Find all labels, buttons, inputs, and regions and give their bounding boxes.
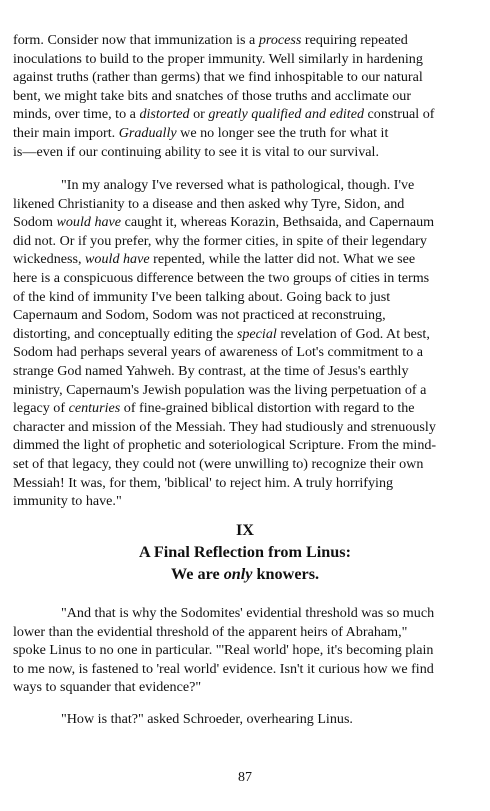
text-line (13, 418, 477, 437)
text-line (13, 31, 477, 50)
text-line (13, 381, 477, 400)
italic-run: special (236, 325, 277, 342)
text-line (13, 143, 477, 162)
text-run: "And that is why the Sodomites' evidential threshold was so much (61, 605, 435, 621)
text-run: likened Christianity to a disease and then asked why Tyre, Sidon, and (13, 195, 405, 212)
italic-run: distorted (139, 106, 190, 123)
text-run: caught it, whereas Korazin, Bethsaida, and Capernaum (121, 214, 435, 231)
paragraph-3 (13, 604, 477, 697)
text-line (13, 87, 477, 106)
text-run: spoke Linus to no one in particular. "'Real world' hope, it's becoming plain (13, 642, 434, 659)
text-run: inoculations to build to the proper immunity. Well similarly in hardening (13, 50, 423, 67)
text-run: of the kind of immunity I've been talking about. Going back to just (13, 288, 391, 305)
text-line (13, 50, 477, 69)
text-run: dimmed the light of prophetic and soteriological Scripture. From the mind- (13, 437, 437, 454)
text-line (13, 604, 477, 623)
text-run: strange God named Yahweh. By contrast, at the time of Jesus's earthly (13, 362, 409, 379)
text-run: here is a conspicuous difference between the two groups of cities in terms (13, 269, 430, 286)
text-run: repented, while the latter did not. What we see (149, 251, 416, 268)
page-number: 87 (238, 770, 252, 785)
text-run: form. Consider now that immunization is a (13, 32, 259, 48)
text-run: or (189, 106, 209, 123)
italic-run: process (258, 32, 302, 48)
text-line (13, 343, 477, 362)
text-run: lower than the evidential threshold of the apparent heirs of Abraham," (13, 623, 408, 640)
text-line (13, 325, 477, 344)
italic-run: only (223, 565, 253, 583)
text-run: we no longer see the truth for what it (176, 124, 389, 141)
italic-run: would have (85, 251, 150, 268)
text-run: We are (170, 565, 224, 583)
text-line (13, 623, 477, 642)
paragraph-1 (13, 31, 477, 161)
text-run: immunity to have." (13, 493, 122, 510)
section-subtitle (0, 564, 490, 585)
text-run: character and mission of the Messiah. They had studiously and strenuously (13, 418, 436, 435)
text-line (13, 232, 477, 251)
section-number: IX (236, 521, 254, 539)
text-line (13, 399, 477, 418)
text-line (13, 269, 477, 288)
text-line (13, 250, 477, 269)
italic-run: Gradually (118, 124, 177, 141)
text-run: Messiah! It was, for them, 'biblical' to reject him. A truly horrifying (13, 474, 394, 491)
text-line (13, 492, 477, 511)
paragraph-4 (13, 710, 477, 729)
text-run: minds, over time, to a (13, 106, 140, 123)
text-run: "How is that?" asked Schroeder, overhearing Linus. (61, 711, 353, 727)
text-run: legacy of (13, 400, 69, 417)
text-line (13, 641, 477, 660)
text-line (13, 288, 477, 307)
text-line (13, 105, 477, 124)
text-line (13, 176, 477, 195)
text-line (13, 710, 477, 729)
italic-run: centuries (68, 400, 121, 417)
text-run: of fine-grained biblical distortion with regard to the (120, 400, 415, 417)
text-line (13, 474, 477, 493)
text-run: revelation of God. At best, (276, 325, 430, 342)
text-line (13, 68, 477, 87)
text-run: ways to squander that evidence?" (13, 679, 202, 696)
text-line (13, 362, 477, 381)
text-run: knowers. (252, 565, 320, 583)
text-line (13, 124, 477, 143)
text-line (13, 678, 477, 697)
text-line (13, 455, 477, 474)
text-run: against truths (rather than germs) that we find inhospitable to our natural (13, 69, 423, 86)
text-line (13, 213, 477, 232)
text-run: ministry, Capernaum's Jewish population was the living perpetuation of a (13, 381, 427, 398)
text-run: is—even if our continuing ability to see it is vital to our survival. (13, 143, 379, 160)
text-run: to me now, is fastened to 'real world' evidence. Isn't it curious how we find (13, 660, 434, 677)
text-run: bent, we might take bits and snatches of those truths and acclimate our (13, 87, 412, 104)
text-run: Capernaum and Sodom, Sodom was not practiced at reconstruing, (13, 307, 386, 324)
text-run: requiring repeated (301, 32, 408, 48)
italic-run: greatly qualified and edited (208, 106, 365, 123)
text-run: their main import. (13, 124, 119, 141)
text-run: construal of (364, 106, 435, 123)
section-title: A Final Reflection from Linus: (139, 543, 351, 561)
text-run: set of that legacy, they could not (were unwilling to) recognize their own (13, 455, 424, 472)
text-line (13, 436, 477, 455)
text-run: did not. Or if you prefer, why the former cities, in spite of their legendary (13, 232, 427, 249)
italic-run: would have (56, 214, 122, 231)
text-line (13, 306, 477, 325)
text-run: Sodom (13, 214, 57, 231)
text-run: Sodom had perhaps several years of awareness of Lot's commitment to a (13, 344, 423, 361)
text-line (13, 195, 477, 214)
text-run: distorting, and conceptually editing the (13, 325, 237, 342)
text-run: "In my analogy I've reversed what is pathological, though. I've (61, 177, 415, 193)
paragraph-2 (13, 176, 477, 511)
text-run: wickedness, (13, 251, 86, 268)
text-line (13, 660, 477, 679)
